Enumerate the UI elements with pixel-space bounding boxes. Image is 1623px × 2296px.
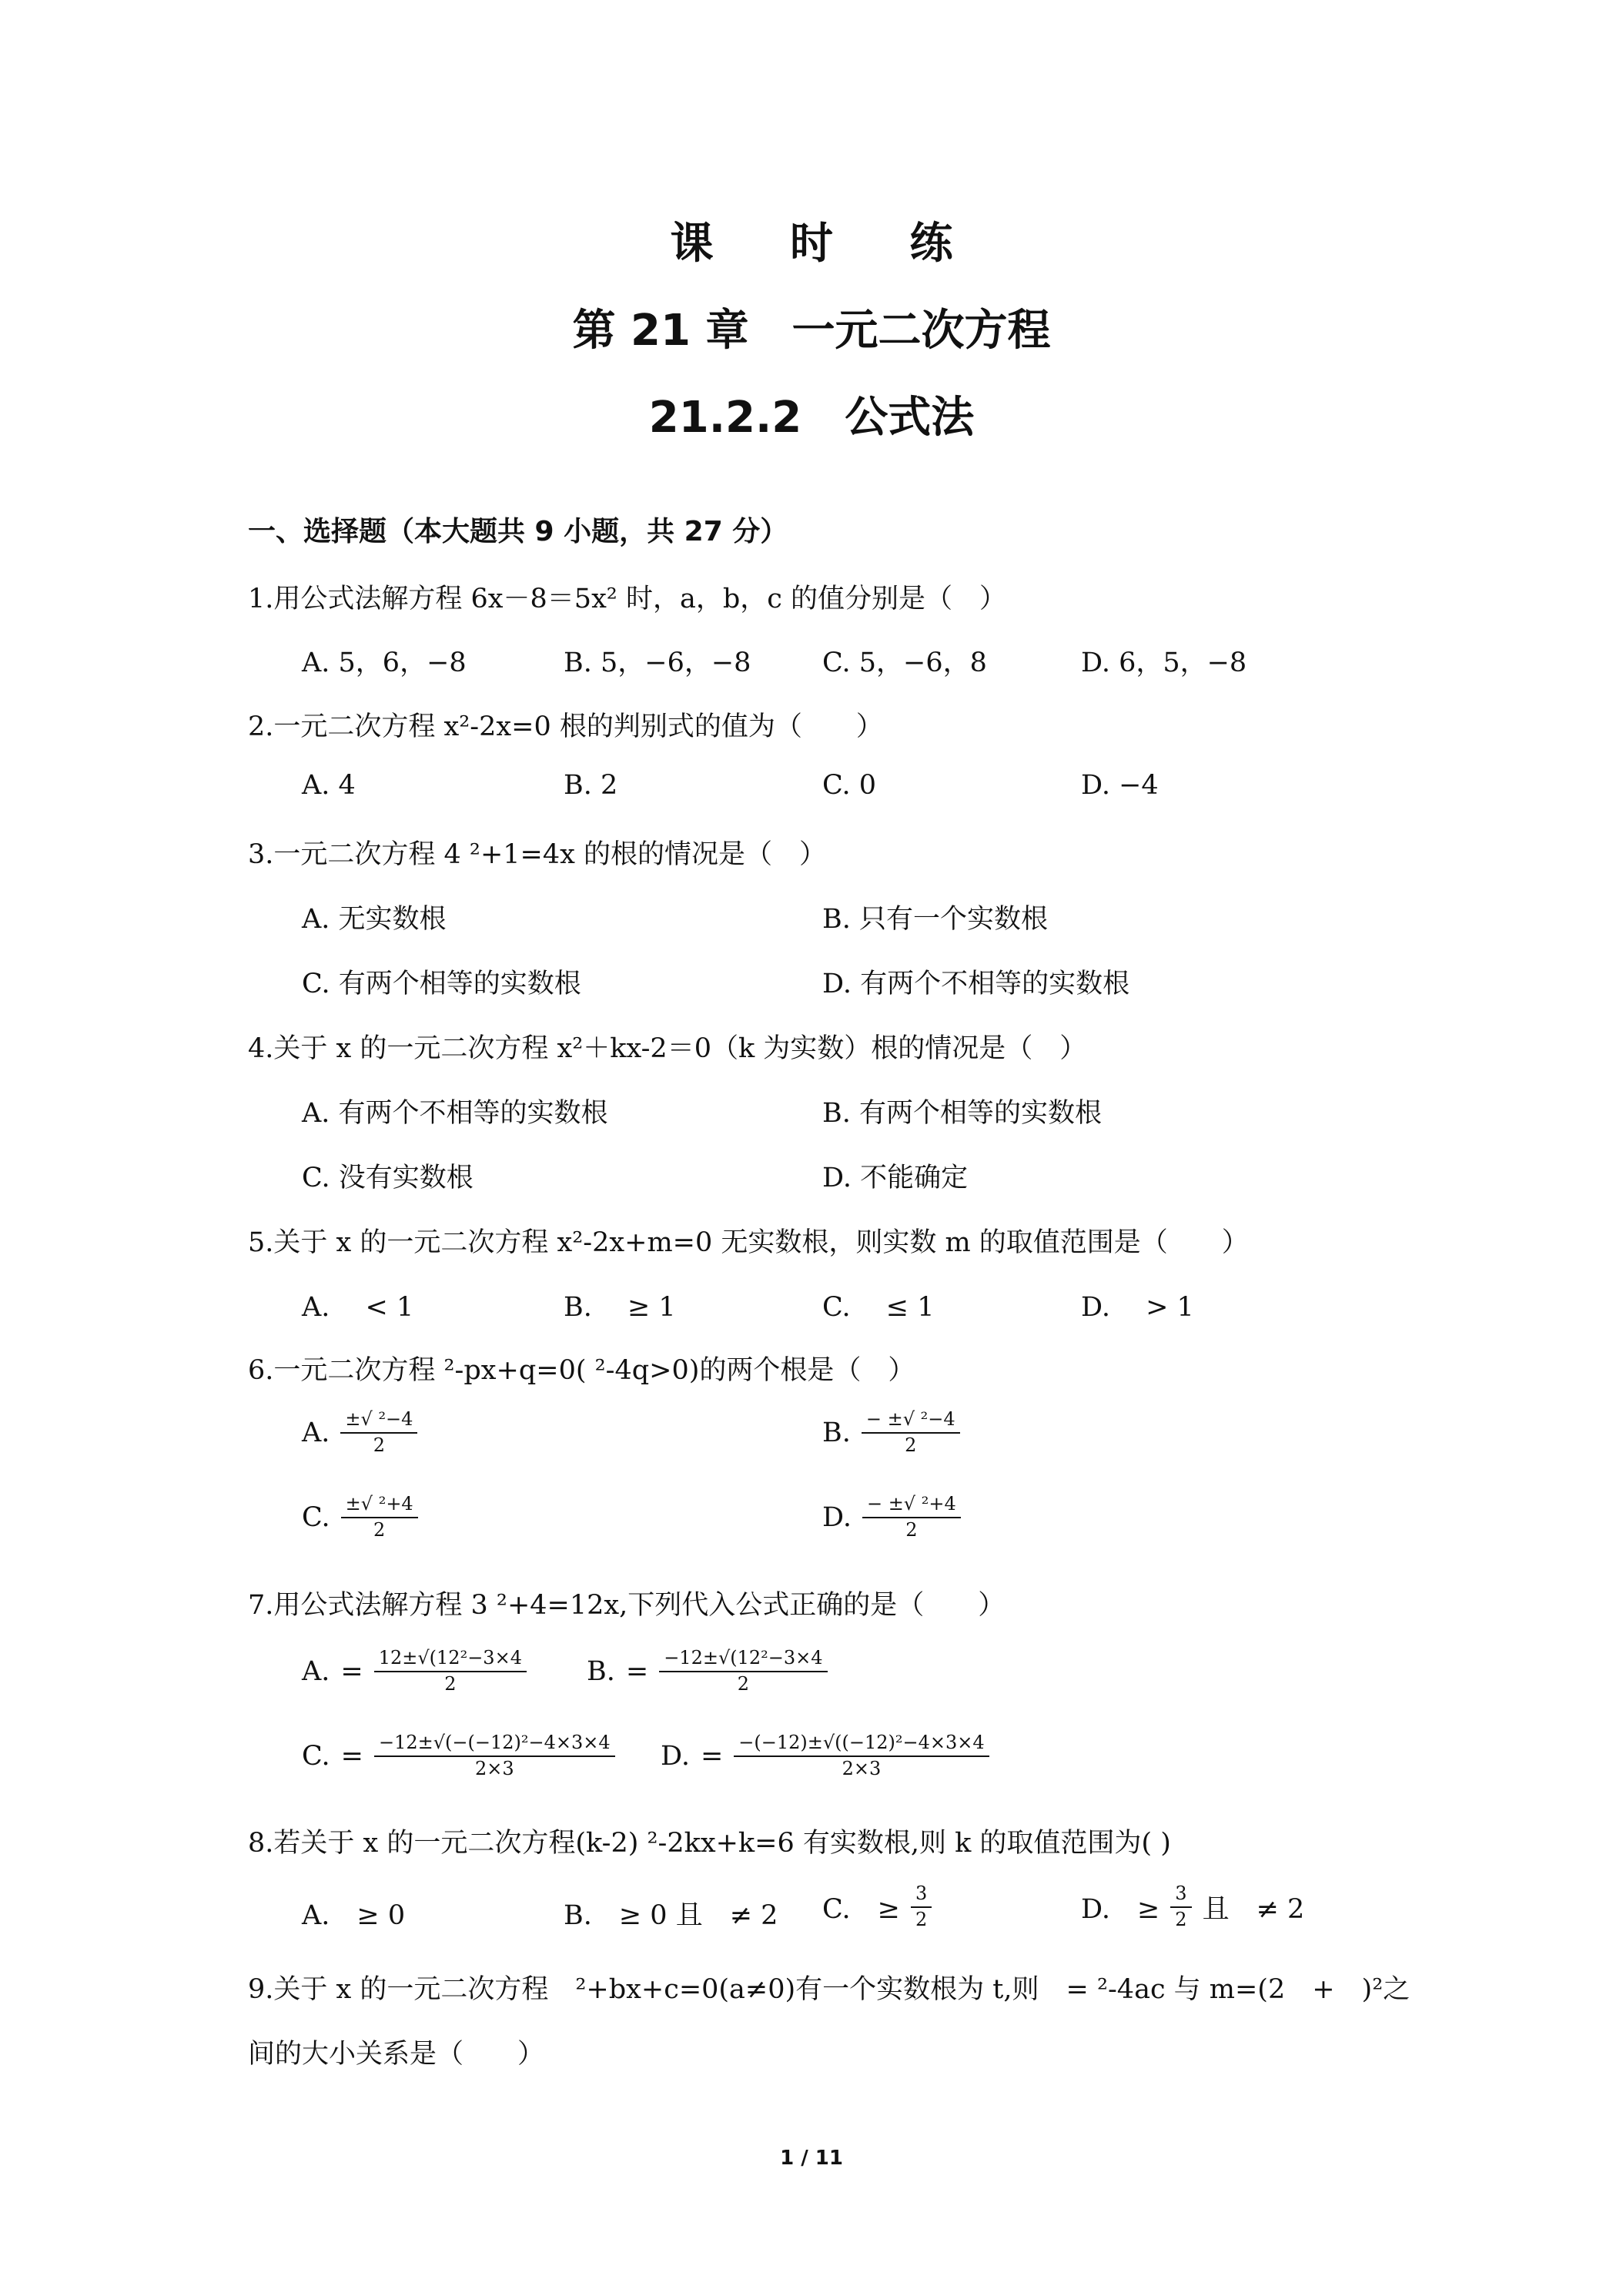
- page-number: 1 / 11: [780, 2147, 843, 2170]
- question-8-stem: 8.若关于 x 的一元二次方程(k-2) ²-2kx+k=6 有实数根,则 k 的取值范围为( ): [248, 1828, 1171, 1859]
- question-4-option-d: D. 不能确定: [822, 1163, 969, 1193]
- fraction: [911, 1883, 932, 1930]
- question-1-option-c: C. 5，−6，8: [822, 648, 987, 678]
- numerator: ±√ ²−4: [340, 1409, 417, 1434]
- denominator: 2: [1175, 1908, 1187, 1930]
- numerator: 12±√(12²−3×4: [374, 1648, 527, 1672]
- numerator: 3: [911, 1883, 932, 1908]
- question-5-option-b: B. ≥ 1: [564, 1292, 676, 1323]
- question-2-option-c: C. 0: [822, 770, 877, 801]
- option-label: C.: [302, 1501, 330, 1533]
- question-3-option-d: D. 有两个不相等的实数根: [822, 969, 1130, 999]
- question-8-option-a: A. ≥ 0: [302, 1900, 406, 1931]
- numerator: − ±√ ²+4: [862, 1494, 961, 1518]
- page-heading: 课 时 练: [670, 219, 984, 269]
- question-3-option-a: A. 无实数根: [302, 904, 447, 935]
- option-label: D. ≥: [1081, 1893, 1160, 1925]
- denominator: 2: [444, 1672, 457, 1695]
- equals-sign: =: [700, 1740, 724, 1772]
- question-8-option-d: [1081, 1883, 1304, 1930]
- fraction: [862, 1494, 961, 1541]
- numerator: 3: [1170, 1883, 1191, 1908]
- option-label: A.: [302, 1655, 330, 1687]
- fraction: [862, 1409, 960, 1456]
- denominator: 2: [373, 1434, 386, 1456]
- option-tail: 且 ≠ 2: [1202, 1893, 1305, 1925]
- fraction: [374, 1648, 527, 1695]
- denominator: 2: [905, 1434, 917, 1456]
- chapter-title: 第 21 章 一元二次方程: [572, 306, 1051, 356]
- fraction: [734, 1732, 989, 1779]
- option-label: B.: [587, 1655, 615, 1687]
- question-6-option-c: [302, 1494, 418, 1541]
- question-3-option-b: B. 只有一个实数根: [822, 904, 1048, 935]
- question-6-option-a: [302, 1409, 417, 1456]
- denominator: 2×3: [475, 1757, 514, 1779]
- question-7-stem: 7.用公式法解方程 3 ²+4=12x,下列代入公式正确的是（ ）: [248, 1590, 1006, 1621]
- equals-sign: =: [625, 1655, 649, 1687]
- question-7-option-b: [587, 1648, 828, 1695]
- question-4-option-c: C. 没有实数根: [302, 1163, 474, 1193]
- option-label: C. ≥: [822, 1893, 900, 1925]
- denominator: 2: [905, 1518, 918, 1541]
- question-1-option-a: A. 5，6，−8: [302, 648, 467, 678]
- question-2-option-b: B. 2: [564, 770, 618, 801]
- fraction: [340, 1409, 417, 1456]
- question-section-heading: 一、选择题（本大题共 9 小题，共 27 分）: [248, 516, 788, 547]
- question-8-option-c: [822, 1883, 932, 1930]
- question-6-option-b: [822, 1409, 960, 1456]
- question-2-option-d: D. −4: [1081, 770, 1159, 801]
- question-4-stem: 4.关于 x 的一元二次方程 x²＋kx-2＝0（k 为实数）根的情况是（ ）: [248, 1033, 1087, 1064]
- question-8-option-b: B. ≥ 0 且 ≠ 2: [564, 1900, 778, 1931]
- question-1-stem: 1.用公式法解方程 6x－8＝5x² 时，a，b，c 的值分别是（ ）: [248, 584, 1006, 614]
- question-9-stem-line-2: 间的大小关系是（ ）: [248, 2039, 545, 2070]
- question-5-option-c: C. ≤ 1: [822, 1292, 935, 1323]
- numerator: −12±√(−(−12)²−4×3×4: [374, 1732, 615, 1757]
- section-title: 21.2.2 公式法: [648, 393, 975, 443]
- question-2-option-a: A. 4: [302, 770, 356, 801]
- question-2-stem: 2.一元二次方程 x²-2x=0 根的判别式的值为（ ）: [248, 711, 883, 742]
- question-5-stem: 5.关于 x 的一元二次方程 x²-2x+m=0 无实数根，则实数 m 的取值范围是（ ）: [248, 1227, 1249, 1258]
- question-5-option-d: D. > 1: [1081, 1292, 1194, 1323]
- denominator: 2×3: [842, 1757, 882, 1779]
- question-3-option-c: C. 有两个相等的实数根: [302, 969, 581, 999]
- question-3-stem: 3.一元二次方程 4 ²+1=4x 的根的情况是（ ）: [248, 839, 826, 870]
- question-7-option-c: [302, 1732, 615, 1779]
- option-label: A.: [302, 1417, 330, 1448]
- option-label: B.: [822, 1417, 851, 1448]
- fraction: [341, 1494, 418, 1541]
- denominator: 2: [915, 1908, 928, 1930]
- fraction: [1170, 1883, 1191, 1930]
- option-label: D.: [661, 1740, 690, 1772]
- fraction: [374, 1732, 615, 1779]
- question-4-option-a: A. 有两个不相等的实数根: [302, 1098, 608, 1129]
- equals-sign: =: [340, 1740, 363, 1772]
- numerator: − ±√ ²−4: [862, 1409, 960, 1434]
- denominator: 2: [737, 1672, 749, 1695]
- question-1-option-d: D. 6，5，−8: [1081, 648, 1247, 678]
- question-1-option-b: B. 5，−6，−8: [564, 648, 751, 678]
- question-5-option-a: A. < 1: [302, 1292, 414, 1323]
- question-9-stem-line-1: 9.关于 x 的一元二次方程 ²+bx+c=0(a≠0)有一个实数根为 t,则 = ²-4ac 与 m=(2 + )²之: [248, 1974, 1411, 2005]
- denominator: 2: [373, 1518, 386, 1541]
- option-label: D.: [822, 1501, 852, 1533]
- fraction: [659, 1648, 827, 1695]
- question-7-option-a: [302, 1648, 527, 1695]
- numerator: −(−12)±√((−12)²−4×3×4: [734, 1732, 989, 1757]
- option-label: C.: [302, 1740, 330, 1772]
- question-6-stem: 6.一元二次方程 ²-px+q=0( ²-4q>0)的两个根是（ ）: [248, 1355, 915, 1386]
- question-7-option-d: [661, 1732, 989, 1779]
- numerator: −12±√(12²−3×4: [659, 1648, 827, 1672]
- question-4-option-b: B. 有两个相等的实数根: [822, 1098, 1102, 1129]
- equals-sign: =: [340, 1655, 363, 1687]
- numerator: ±√ ²+4: [341, 1494, 418, 1518]
- question-6-option-d: [822, 1494, 961, 1541]
